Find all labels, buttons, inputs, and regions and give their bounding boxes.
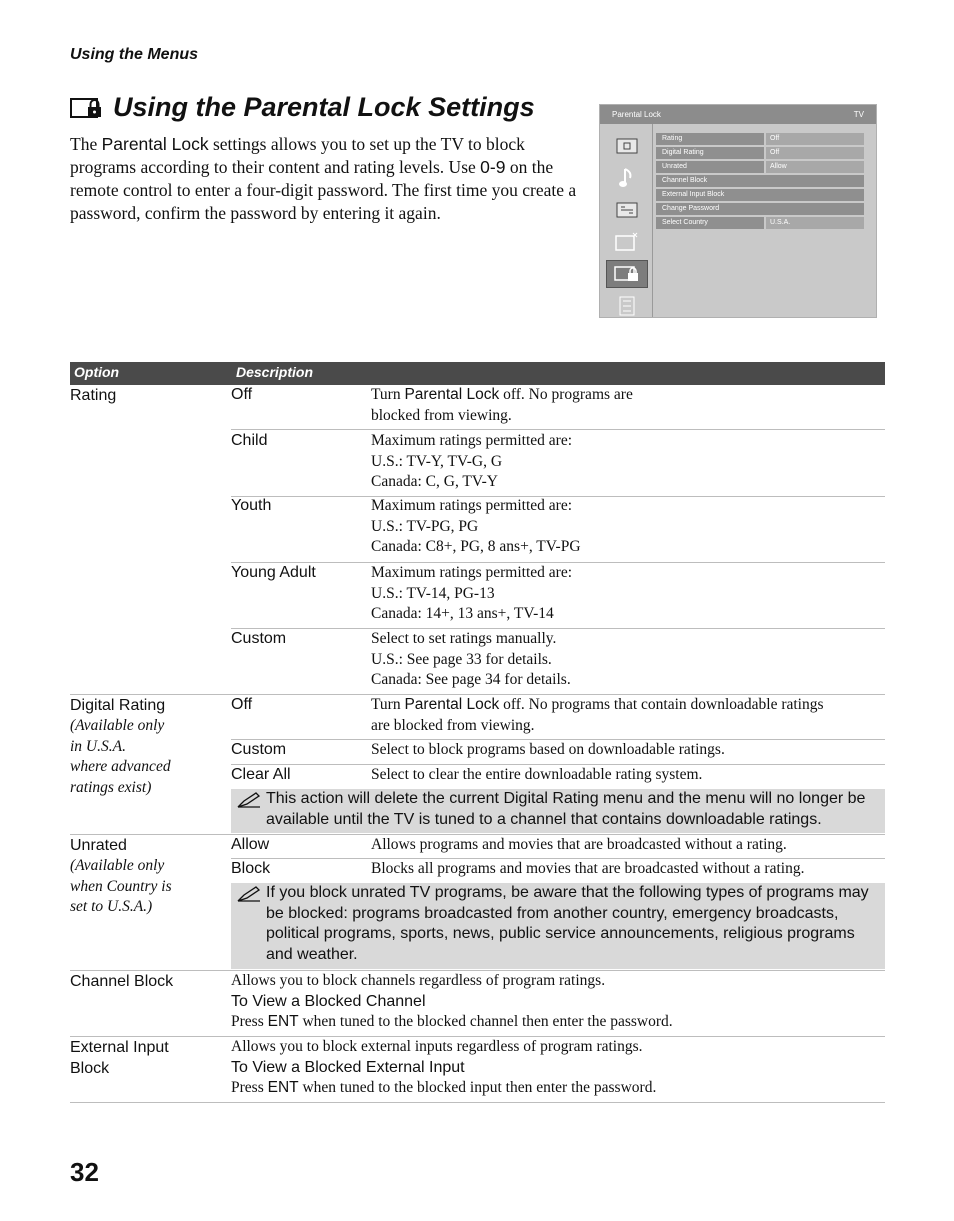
setup-icon [606, 292, 648, 320]
rating-custom-value: Custom [231, 630, 287, 647]
screen-icon [606, 196, 648, 224]
rating-off-desc: Turn Parental Lock off. No programs are blocked from viewing. [371, 386, 633, 424]
rating-off-value: Off [231, 386, 253, 403]
sound-icon [606, 164, 648, 192]
digital-clear-all-desc: Select to clear the entire downloadable rating system. [371, 766, 703, 783]
divider [231, 429, 885, 430]
digital-off-value: Off [231, 696, 253, 713]
digital-off-desc: Turn Parental Lock off. No programs that contain downloadable ratings are blocked from viewing. [371, 696, 824, 734]
intro-paragraph: The Parental Lock settings allows you to set up the TV to block programs according to their content and rating levels. Use 0-9 on the remote control to enter a four-digit password. The first time you create a password, confirm the password by entering it again. [70, 134, 577, 223]
column-header-description: Description [236, 364, 314, 380]
channel-block-desc: Allows you to block channels regardless of program ratings. To View a Blocked Channel Press ENT when tuned to the blocked channel then enter the password. [231, 972, 673, 1030]
digital-rating-tip: This action will delete the current Digital Rating menu and the menu will no longer be available until the TV is tuned to a channel that contains downloadable ratings. [231, 789, 885, 833]
unrated-tip: If you block unrated TV programs, be aware that the following types of programs may be blocked: programs broadcasted from another country, emergency broadcasts, political programs, sports, news, public service announcements, religious programs and weather. [231, 883, 885, 969]
tv-menu-sidebar [600, 124, 653, 317]
tv-row-change-password: Change Password [656, 203, 864, 215]
digital-clear-all-value: Clear All [231, 766, 291, 783]
option-digital-rating: Digital Rating (Available only in U.S.A. where advanced ratings exist) [70, 697, 171, 796]
table-header [70, 362, 885, 385]
rating-young-adult-desc: Maximum ratings permitted are: U.S.: TV-14, PG-13 Canada: 14+, 13 ans+, TV-14 [371, 564, 573, 622]
tv-menu-list [656, 133, 864, 231]
digital-custom-value: Custom [231, 741, 287, 758]
channel-icon [606, 228, 648, 256]
tv-row-channel-block: Channel Block [656, 175, 864, 187]
parental-lock-icon [70, 96, 104, 120]
tv-row-rating: Rating Off [656, 133, 864, 145]
option-unrated: Unrated (Available only when Country is set to U.S.A.) [70, 837, 172, 915]
rating-child-value: Child [231, 432, 268, 449]
rating-custom-desc: Select to set ratings manually. U.S.: See page 33 for details. Canada: See page 34 for details. [371, 630, 571, 688]
tv-menu-source: TV [853, 110, 864, 119]
parental-lock-menu-icon [606, 260, 648, 288]
pencil-note-icon [236, 885, 262, 903]
unrated-allow-desc: Allows programs and movies that are broadcasted without a rating. [371, 836, 787, 853]
page-title [70, 92, 535, 123]
rating-youth-desc: Maximum ratings permitted are: U.S.: TV-PG, PG Canada: C8+, PG, 8 ans+, TV-PG [371, 497, 581, 555]
unrated-block-value: Block [231, 860, 271, 877]
digital-custom-desc: Select to block programs based on downloadable ratings. [371, 741, 725, 758]
option-rating: Rating [70, 387, 117, 404]
tv-row-external-input-block: External Input Block [656, 189, 864, 201]
tv-row-unrated: Unrated Allow [656, 161, 864, 173]
tv-row-digital-rating: Digital Rating Off [656, 147, 864, 159]
divider [70, 1102, 885, 1103]
unrated-block-desc: Blocks all programs and movies that are broadcasted without a rating. [371, 860, 805, 877]
option-channel-block: Channel Block [70, 973, 174, 990]
page-number: 32 [70, 1157, 99, 1187]
pencil-note-icon [236, 791, 262, 809]
rating-child-desc: Maximum ratings permitted are: U.S.: TV-Y, TV-G, G Canada: C, G, TV-Y [371, 432, 573, 490]
option-external-input-block: External Input Block [70, 1039, 169, 1077]
rating-young-adult-value: Young Adult [231, 564, 316, 581]
external-input-block-desc: Allows you to block external inputs regardless of program ratings. To View a Blocked External Input Press ENT when tuned to the blocked input then enter the password. [231, 1038, 657, 1096]
column-header-option: Option [74, 364, 120, 380]
tv-row-select-country: Select Country U.S.A. [656, 217, 864, 229]
unrated-allow-value: Allow [231, 836, 270, 853]
rating-youth-value: Youth [231, 497, 272, 514]
section-header: Using the Menus [70, 46, 199, 63]
tv-menu-header [600, 105, 876, 124]
tv-menu-title: Parental Lock [612, 110, 661, 119]
tv-menu-screenshot [599, 104, 877, 318]
page-title-text: Using the Parental Lock Settings [113, 92, 535, 122]
picture-icon [606, 132, 648, 160]
